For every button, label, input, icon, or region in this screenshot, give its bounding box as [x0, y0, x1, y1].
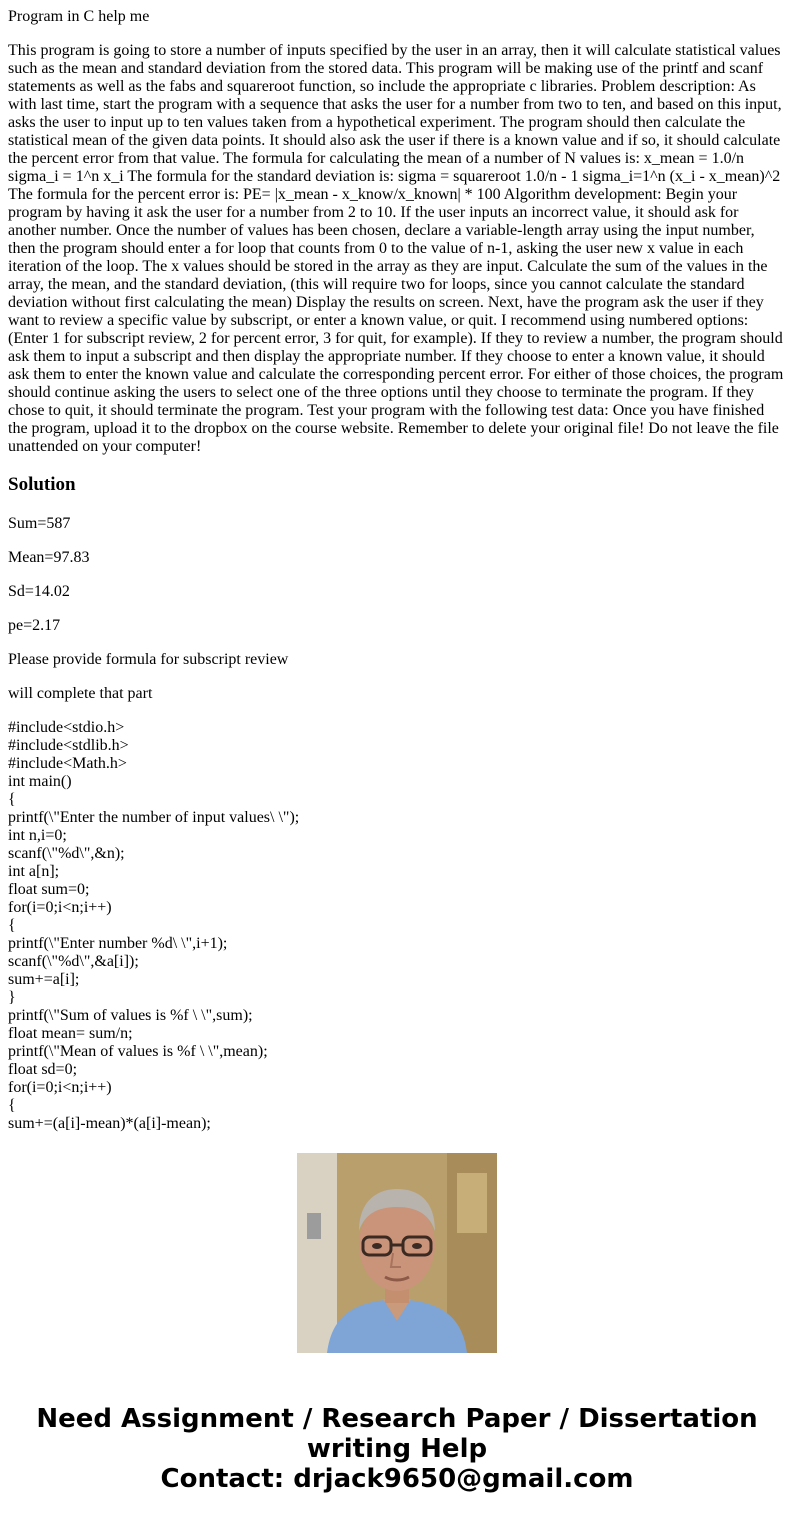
code-line: sum+=(a[i]-mean)*(a[i]-mean);: [8, 1115, 211, 1132]
code-line: #include<stdlib.h>: [8, 737, 129, 754]
solution-note-2: will complete that part: [8, 685, 153, 702]
portrait-image: [297, 1153, 497, 1353]
code-line: #include<stdio.h>: [8, 719, 125, 736]
code-line: float sum=0;: [8, 881, 90, 898]
code-line: float sd=0;: [8, 1061, 78, 1078]
code-line: printf(\"Enter number %d\ \",i+1);: [8, 935, 228, 952]
code-line: printf(\"Sum of values is %f \ \",sum);: [8, 1007, 253, 1024]
code-line: for(i=0;i<n;i++): [8, 1079, 112, 1096]
question-body: This program is going to store a number of inputs specified by the user in an array, then it will calculate statistical values such as the mean and standard deviation from the stored data. This program will be making use of the printf and scanf statements as well as the fabs and squareroot function, so include the appropriate c libraries. Problem description: As with last time, start the program with a sequence that asks the user for a number from two to ten, and based on this input, asks the user to input up to ten values taken from a hypothetical experiment. The program should then calculate the statistical mean of the given data points. It should also ask the user if there is a known value and if so, it should calculate the percent error from that value. The formula for calculating the mean of a number of N values is: x_mean = 1.0/n sigma_i = 1^n x_i The formula for the standard deviation is: sigma = squareroot 1.0/n - 1 sigma_i=1^n (x_i - x_mean)^2 The formula for the percent error is: PE= |x_mean - x_know/x_known| * 100 Algorithm development: Begin your program by having it ask the user for a number from 2 to 10. If the user inputs an incorrect value, it should ask for another number. Once the number of values has been chosen, declare a variable-length array using the input number, then the program should enter a for loop that counts from 0 to the value of n-1, asking the user new x value in each iteration of the loop. The x values should be stored in the array as they are input. Calculate the sum of the values in the array, the mean, and the standard deviation, (this will require two for loops, since you cannot calculate the standard deviation without first calculating the mean) Display the results on screen. Next, have the program ask the user if they want to review a specific value by subscript, or enter a known value, or quit. I recommend using numbered options: (Enter 1 for subscript review, 2 for percent error, 3 for quit, for example). If they to review a number, the program should ask them to input a subscript and then display the appropriate number. If they choose to enter a known value, it should ask them to enter the known value and calculate the corresponding percent error. For either of those choices, the program should continue asking the users to select one of the three options until they choose to terminate the program. If they chose to quit, it should terminate the program. Test your program with the following test data: Once you have finished the program, upload it to the dropbox on the course website. Remember to delete your original file! Do not leave the file unattended on your computer!: [8, 42, 784, 455]
solution-sum: Sum=587: [8, 515, 71, 532]
tutor-photo: [297, 1153, 497, 1353]
code-line: int main(): [8, 773, 72, 790]
solution-sd: Sd=14.02: [8, 583, 70, 600]
code-line: printf(\"Mean of values is %f \ \",mean);: [8, 1043, 268, 1060]
solution-results: [8, 515, 786, 719]
code-line: int a[n];: [8, 863, 60, 880]
question-title: Program in C help me: [8, 8, 150, 25]
code-line: {: [8, 917, 16, 934]
code-line: {: [8, 1097, 16, 1114]
code-line: sum+=a[i];: [8, 971, 80, 988]
solution-heading: Solution: [8, 474, 76, 495]
solution-pe: pe=2.17: [8, 617, 61, 634]
banner-line-2: writing Help: [306, 1434, 488, 1464]
code-line: int n,i=0;: [8, 827, 67, 844]
solution-note: Please provide formula for subscript review: [8, 651, 289, 668]
code-line: scanf(\"%d\",&a[i]);: [8, 953, 139, 970]
solution-mean: Mean=97.83: [8, 549, 90, 566]
code-line: float mean= sum/n;: [8, 1025, 133, 1042]
banner-line-1: Need Assignment / Research Paper / Dissertation: [36, 1404, 758, 1434]
code-block: [8, 719, 786, 1132]
code-line: printf(\"Enter the number of input values\ \");: [8, 809, 300, 826]
banner-contact: Contact: drjack9650@gmail.com: [160, 1464, 634, 1494]
code-line: for(i=0;i<n;i++): [8, 899, 112, 916]
code-line: {: [8, 791, 16, 808]
code-line: scanf(\"%d\",&n);: [8, 845, 125, 862]
code-line: }: [8, 989, 16, 1006]
promo-banner: [0, 1404, 794, 1494]
code-line: #include<Math.h>: [8, 755, 127, 772]
